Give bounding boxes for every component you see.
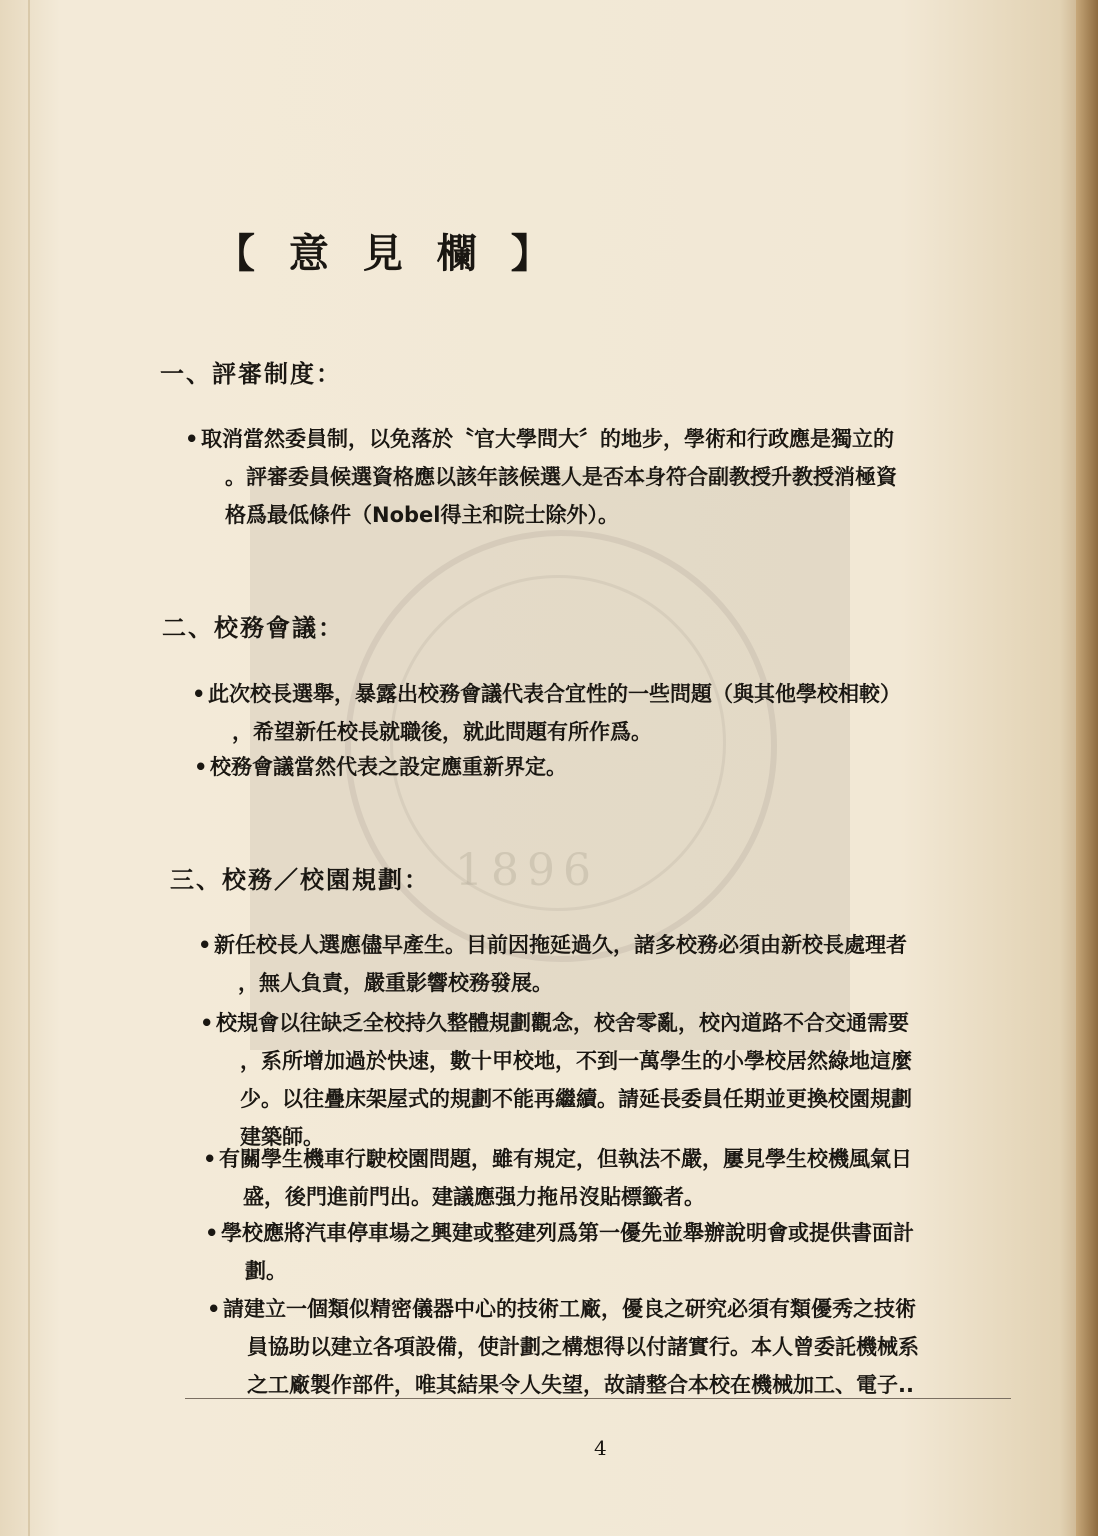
bullet-line: 請建立一個類似精密儀器中心的技術工廠，優良之研究必須有類優秀之技術 — [223, 1297, 916, 1321]
section-heading-campus-planning: 三、校務／校園規劃： — [170, 866, 430, 894]
page-edge-right — [1076, 0, 1098, 1536]
page-edge-left — [28, 0, 30, 1536]
bullet-icon: • — [207, 1297, 221, 1321]
bullet-line: 之工廠製作部件，唯其結果令人失望，故請整合本校在機械加工、電子.. — [247, 1373, 914, 1397]
bullet-icon: • — [194, 755, 208, 779]
bullet-line: ，希望新任校長就職後，就此問題有所作爲。 — [232, 720, 652, 744]
list-item — [205, 1214, 995, 1290]
bullet-line: 。評審委員候選資格應以該年該候選人是否本身符合副教授升教授消極資 — [225, 465, 897, 489]
bullet-line: 此次校長選舉，暴露出校務會議代表合宜性的一些問題（與其他學校相較） — [208, 682, 901, 706]
list-item — [203, 1140, 993, 1216]
list-item — [198, 926, 988, 1002]
bullet-line: ，系所增加過於快速，數十甲校地，不到一萬學生的小學校居然綠地這麼 — [240, 1049, 912, 1073]
bullet-icon: • — [185, 427, 199, 451]
bullet-line: 取消當然委員制，以免落於〝官大學問大〞的地步，學術和行政應是獨立的 — [201, 427, 894, 451]
bullet-icon: • — [200, 1011, 214, 1035]
bullet-line: 盛，後門進前門出。建議應强力拖吊沒貼標籤者。 — [243, 1185, 705, 1209]
bullet-line: 少。以往疊床架屋式的規劃不能再繼續。請延長委員任期並更換校園規劃 — [240, 1087, 912, 1111]
list-item — [192, 675, 982, 751]
page-number: 4 — [594, 1436, 607, 1460]
bullet-line: 員協助以建立各項設備，使計劃之構想得以付諸實行。本人曾委託機械系 — [247, 1335, 919, 1359]
bullet-line: 建築師。 — [240, 1125, 324, 1149]
bullet-line: 校務會議當然代表之設定應重新界定。 — [210, 755, 567, 779]
bullet-line: 格爲最低條件（Nobel得主和院士除外）。 — [225, 503, 619, 527]
bullet-line: 有關學生機車行駛校園問題，雖有規定，但執法不嚴，屢見學生校機風氣日 — [219, 1147, 912, 1171]
bullet-line: 學校應將汽車停車場之興建或整建列爲第一優先並舉辦說明會或提供書面計 — [221, 1221, 914, 1245]
watermark-year: 1896 — [455, 845, 599, 896]
bullet-icon: • — [205, 1221, 219, 1245]
bullet-icon: • — [192, 682, 206, 706]
footer-divider — [185, 1398, 1011, 1399]
list-item — [207, 1290, 997, 1404]
section-heading-school-council: 二、校務會議： — [162, 614, 344, 642]
bullet-line: ，無人負責，嚴重影響校務發展。 — [238, 971, 553, 995]
bullet-line: 校規會以往缺乏全校持久整體規劃觀念，校舍零亂，校內道路不合交通需要 — [216, 1011, 909, 1035]
bullet-line: 新任校長人選應儘早產生。目前因拖延過久，諸多校務必須由新校長處理者 — [214, 933, 907, 957]
bullet-icon: • — [203, 1147, 217, 1171]
bullet-line: 劃。 — [245, 1259, 287, 1283]
section-heading-review-system: 一、評審制度： — [160, 360, 342, 388]
list-item — [200, 1004, 990, 1156]
page-title: 【 意 見 欄 】 — [215, 231, 561, 277]
list-item — [194, 748, 984, 786]
bullet-icon: • — [198, 933, 212, 957]
list-item — [185, 420, 975, 534]
